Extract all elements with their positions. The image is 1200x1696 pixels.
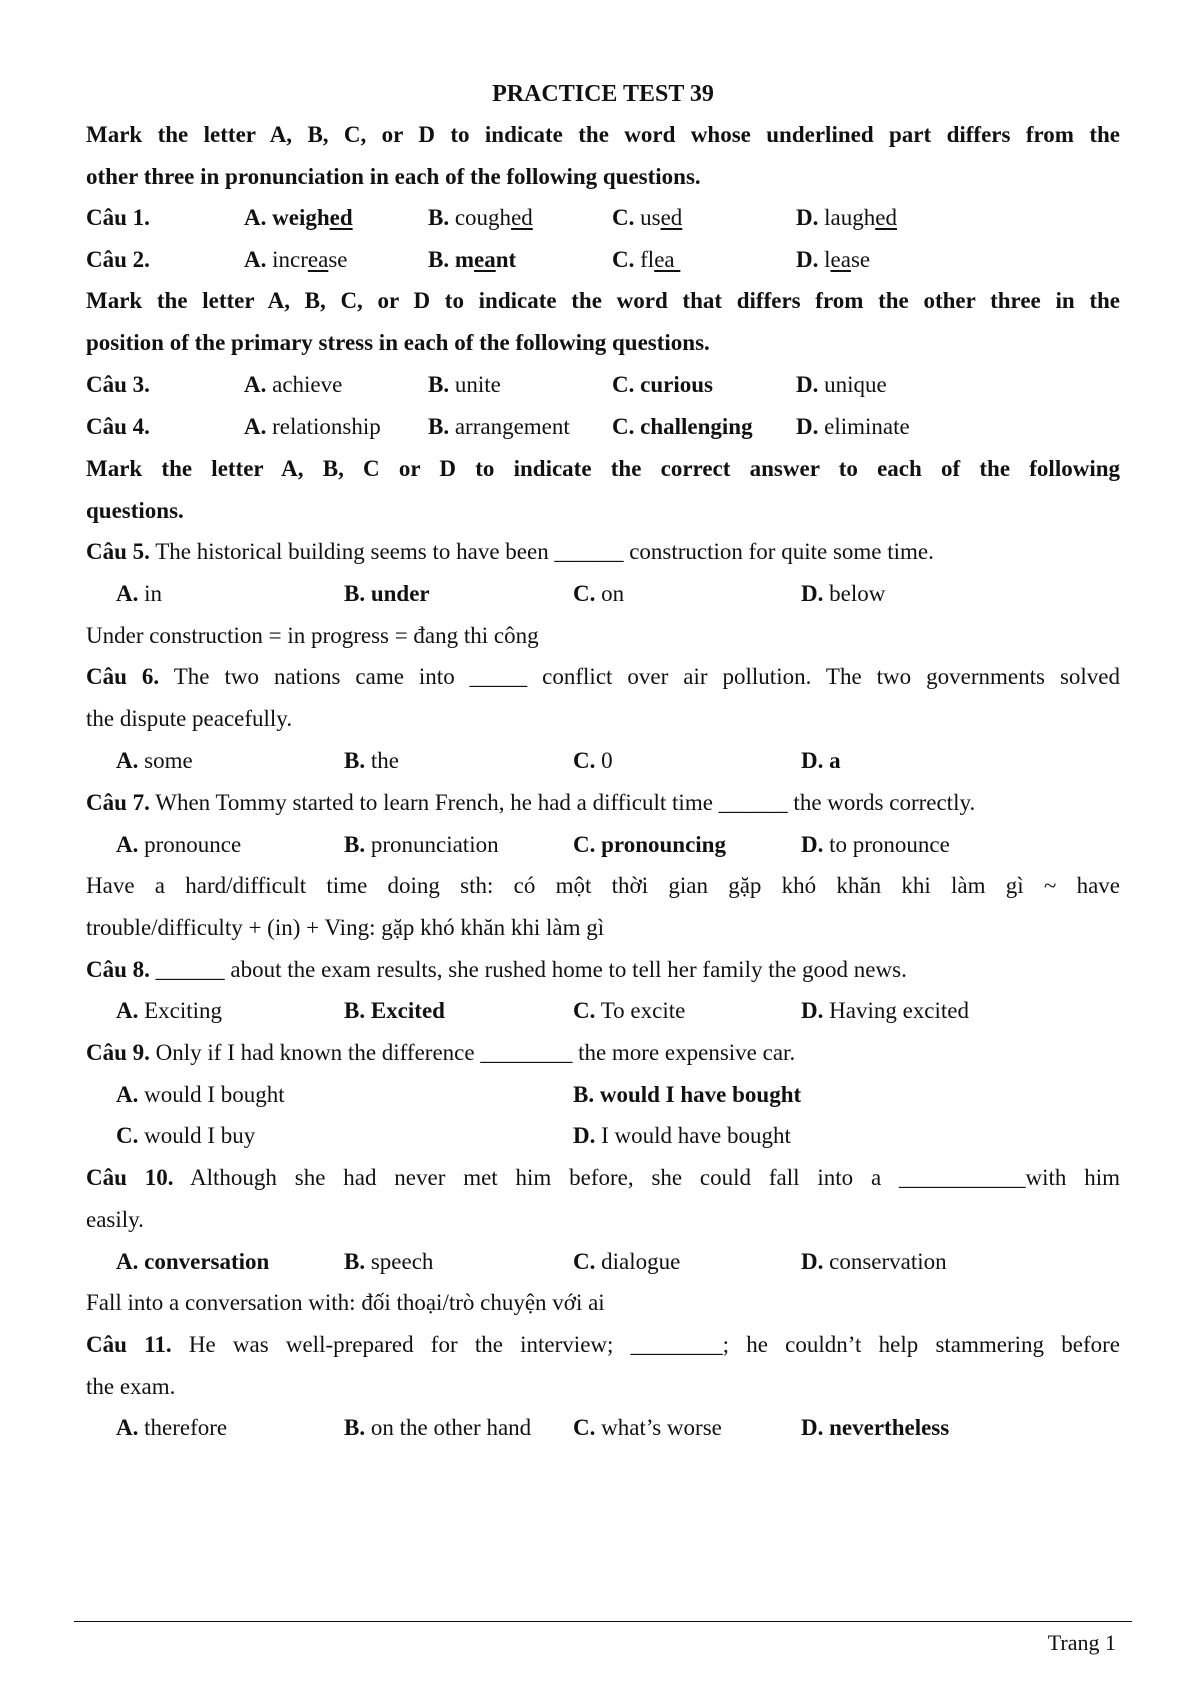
option-a[interactable]: A. increase [244,247,348,272]
page-number: Trang 1 [1047,1630,1116,1655]
option-d[interactable]: D. to pronounce [801,832,950,857]
option-c[interactable]: C. would I buy [116,1123,256,1148]
question-6-options [86,743,1120,779]
option-b[interactable]: B. under [344,581,430,606]
option-c[interactable]: C. To excite [573,998,686,1023]
page-title: PRACTICE TEST 39 [492,81,714,107]
question-number: Câu 1. [86,205,150,230]
option-c[interactable]: C. what’s worse [573,1415,722,1440]
question-10-note: Fall into a conversation with: đối thoại/trò chuyện với ai [86,1290,605,1315]
option-c[interactable]: C. dialogue [573,1249,681,1274]
option-b[interactable]: B. arrangement [428,414,570,439]
option-c[interactable]: C. pronouncing [573,832,726,857]
question-number: Câu 2. [86,247,150,272]
section-2-instruction: Mark the letter A, B, C, or D to indicate the word that differs from the other three in the [86,288,1120,313]
option-b[interactable]: B. speech [344,1249,434,1274]
option-b[interactable]: B. would I have bought [573,1082,802,1107]
option-b[interactable]: B. coughed [428,205,533,230]
question-7-note-cont: trouble/difficulty + (in) + Ving: gặp khó khăn khi làm gì [86,915,605,940]
question-2 [86,242,1120,278]
question-11-stem: Câu 11. He was well-prepared for the interview; ________; he couldn’t help stammering before [86,1332,1120,1357]
question-7-note: Have a hard/difficult time doing sth: có một thời gian gặp khó khăn khi làm gì ~ have [86,873,1120,898]
question-11-stem-cont: the exam. [86,1374,176,1399]
option-a[interactable]: A. achieve [244,372,343,397]
option-c[interactable]: C. flea [612,247,681,272]
option-a[interactable]: A. some [116,748,193,773]
option-d[interactable]: D. Having excited [801,998,969,1023]
option-b[interactable]: B. Excited [344,998,445,1023]
question-10-stem: Câu 10. Although she had never met him before, she could fall into a ___________with him [86,1165,1120,1190]
option-d[interactable]: D. a [801,748,841,773]
question-5-stem: Câu 5. The historical building seems to have been ______ construction for quite some time. [86,539,934,564]
option-b[interactable]: B. unite [428,372,501,397]
question-number: Câu 4. [86,414,150,439]
section-3-instruction: Mark the letter A, B, C or D to indicate the correct answer to each of the following [86,456,1120,481]
question-9-stem: Câu 9. Only if I had known the difference ________ the more expensive car. [86,1040,796,1065]
option-a[interactable]: A. in [116,581,163,606]
option-c[interactable]: C. used [612,205,683,230]
question-4 [86,409,1120,445]
question-7-stem: Câu 7. When Tommy started to learn French, he had a difficult time ______ the words correctly. [86,790,976,815]
section-3-instruction-cont: questions. [86,498,184,523]
question-6-stem: Câu 6. The two nations came into _____ conflict over air pollution. The two governments solved [86,664,1120,689]
question-10-stem-cont: easily. [86,1207,144,1232]
option-a[interactable]: A. would I bought [116,1082,285,1107]
option-d[interactable]: D. nevertheless [801,1415,950,1440]
option-a[interactable]: A. weighed [244,205,353,230]
option-b[interactable]: B. on the other hand [344,1415,532,1440]
option-d[interactable]: D. laughed [796,205,897,230]
section-1-instruction-cont: other three in pronunciation in each of the following questions. [86,164,701,189]
question-8-stem: Câu 8. ______ about the exam results, she rushed home to tell her family the good news. [86,957,907,982]
option-b[interactable]: B. pronunciation [344,832,499,857]
option-d[interactable]: D. conservation [801,1249,947,1274]
question-11-options [86,1410,1120,1446]
question-8-options [86,993,1120,1029]
question-1 [86,200,1120,236]
option-d[interactable]: D. unique [796,372,887,397]
option-d[interactable]: D. I would have bought [573,1123,791,1148]
question-3 [86,367,1120,403]
question-number: Câu 3. [86,372,150,397]
option-d[interactable]: D. below [801,581,886,606]
question-10-options [86,1244,1120,1280]
option-b[interactable]: B. the [344,748,399,773]
section-1-instruction: Mark the letter A, B, C, or D to indicate the word whose underlined part differs from the [86,122,1120,147]
option-a[interactable]: A. therefore [116,1415,228,1440]
option-d[interactable]: D. eliminate [796,414,910,439]
option-a[interactable]: A. Exciting [116,998,223,1023]
option-d[interactable]: D. lease [796,247,871,272]
question-5-options [86,576,1120,612]
option-a[interactable]: A. conversation [116,1249,270,1274]
question-7-options [86,827,1120,863]
question-9-options-row2 [86,1118,1120,1154]
question-9-options-row1 [86,1077,1120,1113]
option-b[interactable]: B. meant [428,247,517,272]
footer-divider [74,1621,1132,1622]
section-2-instruction-cont: position of the primary stress in each of the following questions. [86,330,710,355]
option-c[interactable]: C. on [573,581,625,606]
option-c[interactable]: C. 0 [573,748,613,773]
option-c[interactable]: C. curious [612,372,713,397]
question-5-note: Under construction = in progress = đang thi công [86,623,539,648]
option-c[interactable]: C. challenging [612,414,753,439]
question-6-stem-cont: the dispute peacefully. [86,706,293,731]
option-a[interactable]: A. relationship [244,414,381,439]
option-a[interactable]: A. pronounce [116,832,242,857]
